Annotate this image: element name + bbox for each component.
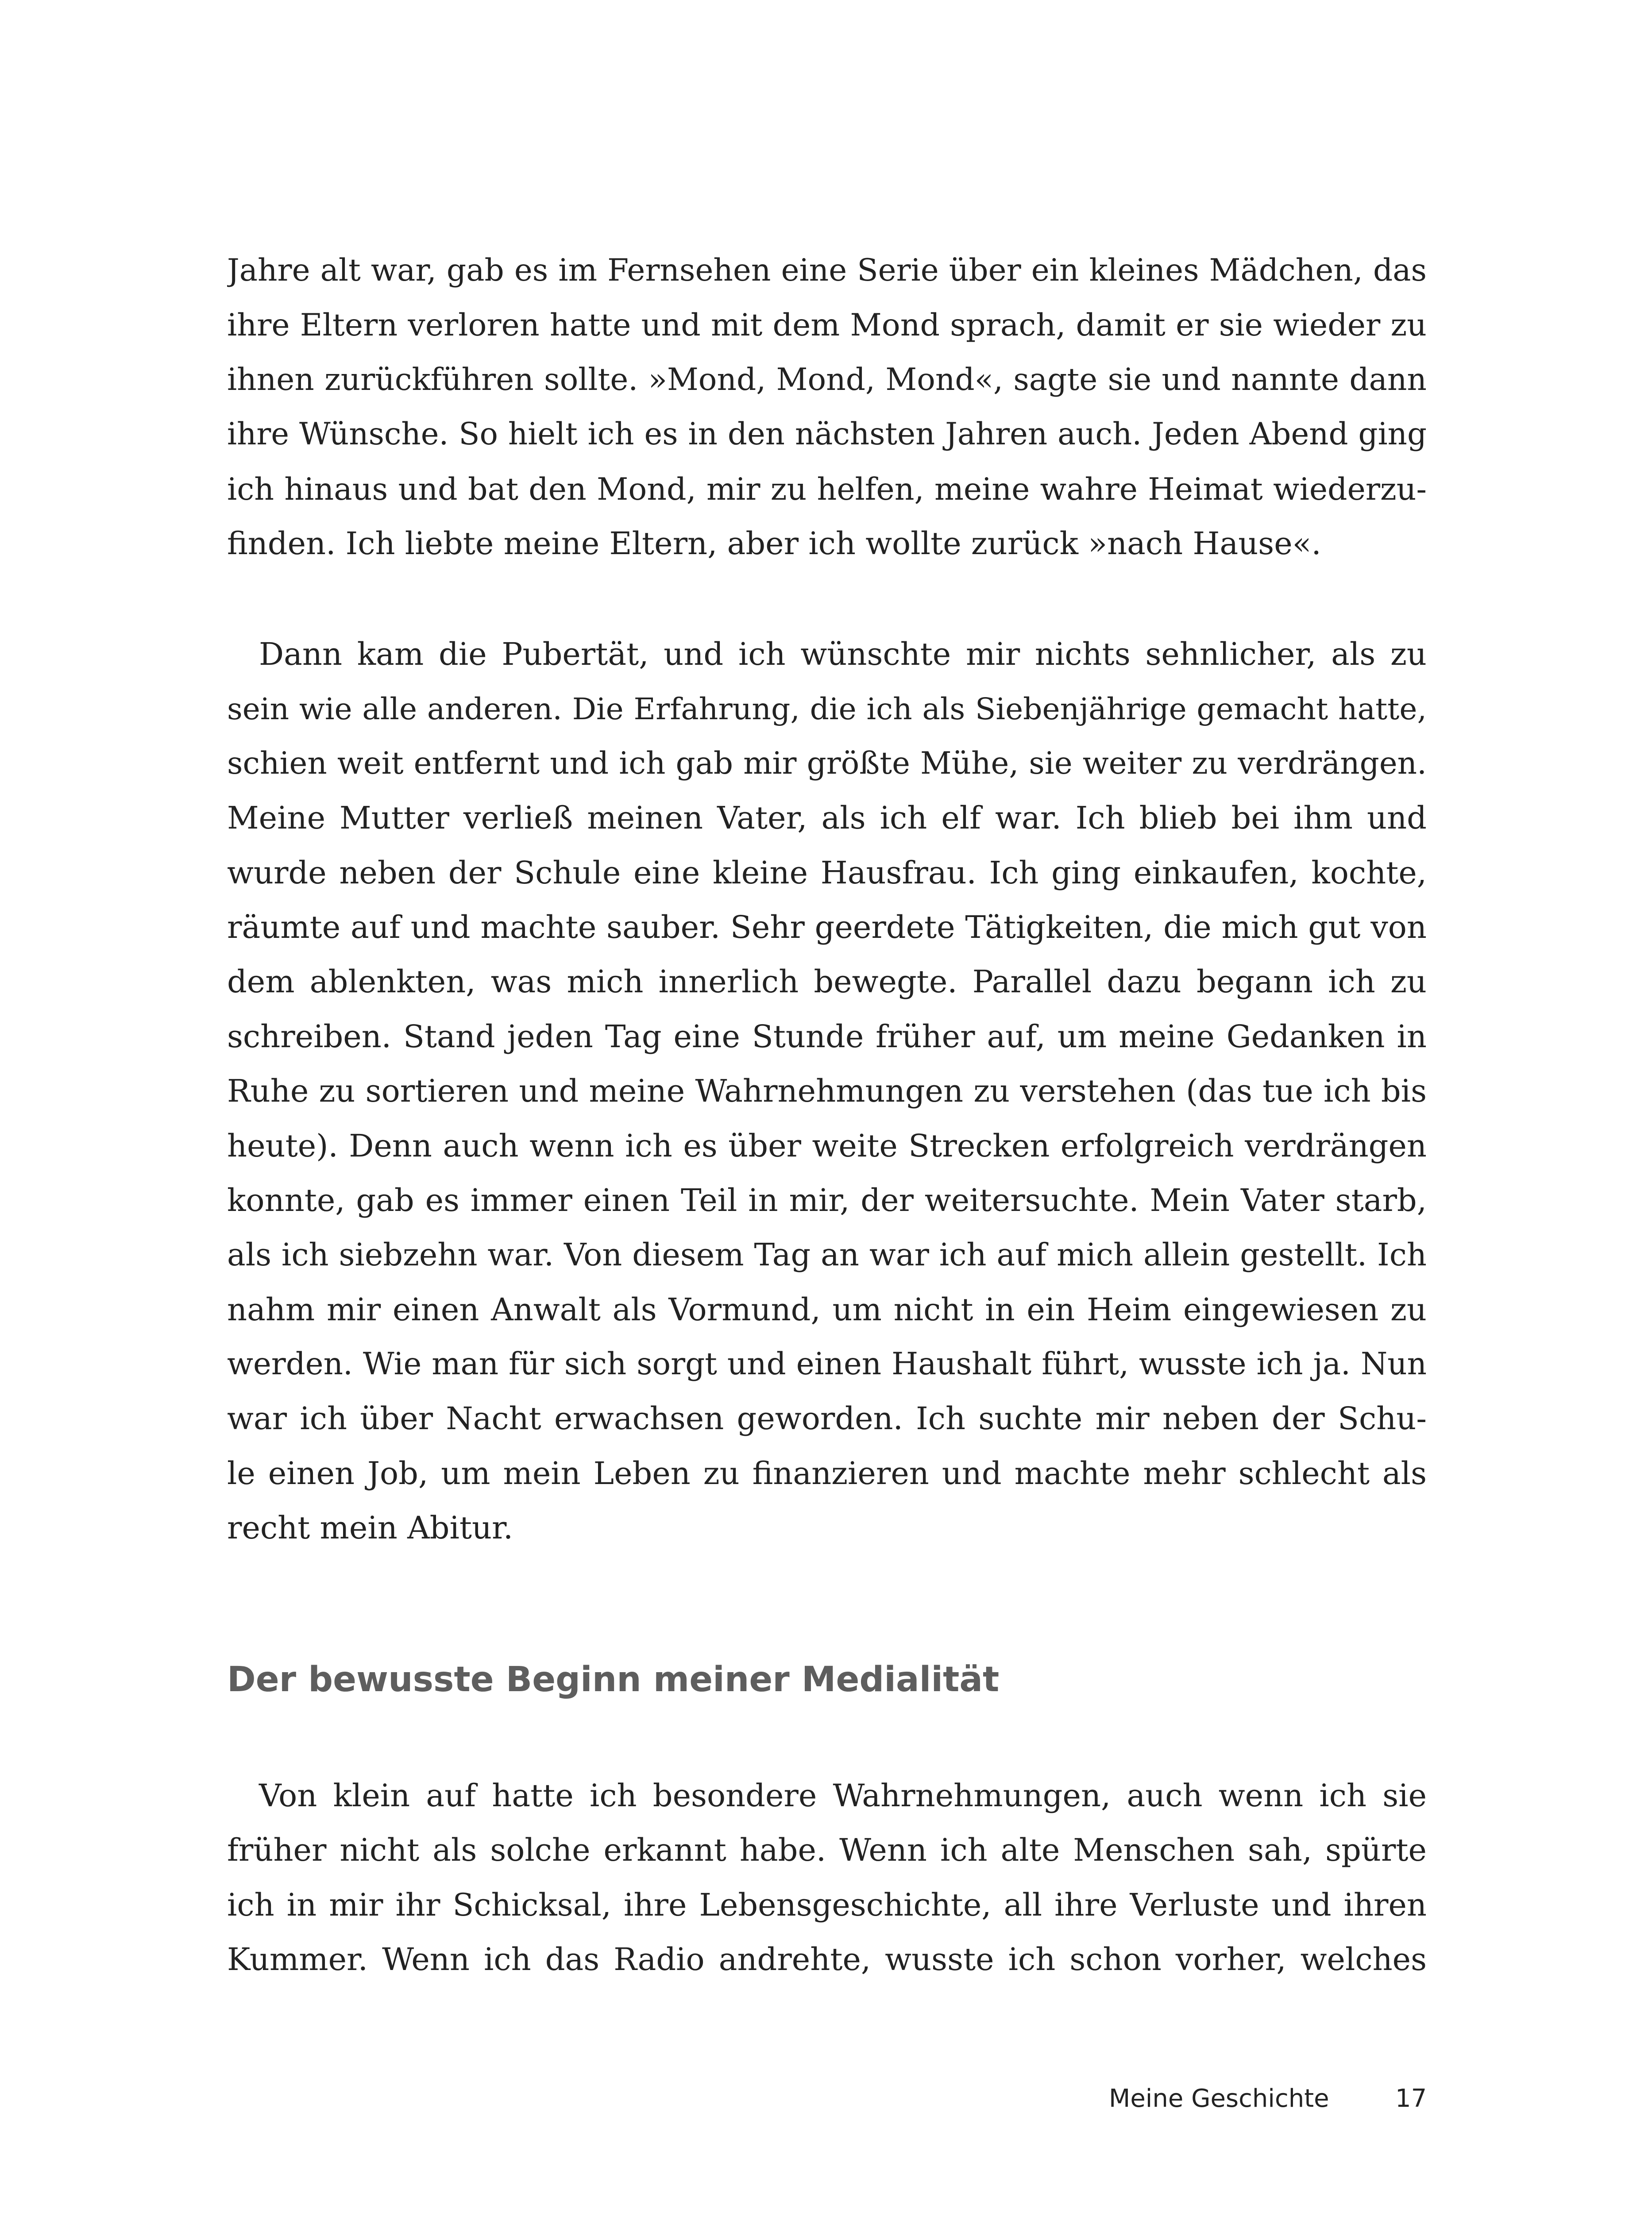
text-line: Ruhe zu sortieren und meine Wahrnehmungen zu verstehen (das tue ich bis (227, 1073, 1427, 1110)
text-line: ich hinaus und bat den Mond, mir zu helfen, meine wahre Heimat wiederzu- (227, 471, 1427, 507)
section-heading: Der bewusste Beginn meiner Medialität (227, 1660, 1000, 1700)
text-line: Meine Mutter verließ meinen Vater, als ich elf war. Ich blieb bei ihm und (227, 800, 1427, 837)
text-line: Kummer. Wenn ich das Radio andrehte, wusste ich schon vorher, welches (227, 1941, 1427, 1978)
text-line: räumte auf und machte sauber. Sehr geerdete Tätigkeiten, die mich gut von (227, 909, 1427, 945)
text-line: sein wie alle anderen. Die Erfahrung, die ich als Siebenjährige gemacht hatte, (227, 691, 1427, 727)
text-line: werden. Wie man für sich sorgt und einen Haushalt führt, wusste ich ja. Nun (227, 1346, 1427, 1382)
text-line: schreiben. Stand jeden Tag eine Stunde früher auf, um meine Gedanken in (227, 1018, 1427, 1055)
text-line: nahm mir einen Anwalt als Vormund, um nicht in ein Heim eingewiesen zu (227, 1291, 1427, 1328)
text-line: schien weit entfernt und ich gab mir größte Mühe, sie weiter zu verdrängen. (227, 745, 1427, 781)
text-line: Von klein auf hatte ich besondere Wahrnehmungen, auch wenn ich sie (259, 1777, 1427, 1814)
text-line: ihnen zurückführen sollte. »Mond, Mond, Mond«, sagte sie und nannte dann (227, 362, 1427, 397)
text-line: dem ablenkten, was mich innerlich bewegte. Parallel dazu begann ich zu (227, 964, 1427, 1000)
text-line: Dann kam die Pubertät, und ich wünschte mir nichts sehnlicher, als zu (259, 636, 1427, 672)
text-line: le einen Job, um mein Leben zu finanzieren und machte mehr schlecht als (227, 1455, 1427, 1492)
text-line: heute). Denn auch wenn ich es über weite Strecken erfolgreich verdrängen (227, 1127, 1427, 1164)
text-line: ihre Wünsche. So hielt ich es in den nächsten Jahren auch. Jeden Abend ging (227, 416, 1427, 452)
text-line: ihre Eltern verloren hatte und mit dem Mond sprach, damit er sie wieder zu (227, 307, 1427, 343)
text-line: war ich über Nacht erwachsen geworden. Ich suchte mir neben der Schu- (227, 1400, 1427, 1437)
paragraph (227, 1769, 1427, 1987)
paragraph (227, 627, 1427, 1556)
paragraph (227, 243, 1427, 571)
text-line: früher nicht als solche erkannt habe. Wenn ich alte Menschen sah, spürte (227, 1832, 1427, 1869)
text-line: wurde neben der Schule eine kleine Hausfrau. Ich ging einkaufen, kochte, (227, 854, 1427, 891)
running-title: Meine Geschichte (1109, 2084, 1329, 2113)
text-line: ich in mir ihr Schicksal, ihre Lebensgeschichte, all ihre Verluste und ihren (227, 1886, 1427, 1923)
text-line: recht mein Abitur. (227, 1510, 513, 1546)
text-line: finden. Ich liebte meine Eltern, aber ich wollte zurück »nach Hause«. (227, 525, 1321, 562)
text-line: als ich siebzehn war. Von diesem Tag an war ich auf mich allein gestellt. Ich (227, 1237, 1427, 1273)
text-line: Jahre alt war, gab es im Fernsehen eine Serie über ein kleines Mädchen, das (227, 253, 1427, 288)
page-number: 17 (1395, 2084, 1427, 2113)
text-line: konnte, gab es immer einen Teil in mir, der weitersuchte. Mein Vater starb, (227, 1182, 1427, 1218)
